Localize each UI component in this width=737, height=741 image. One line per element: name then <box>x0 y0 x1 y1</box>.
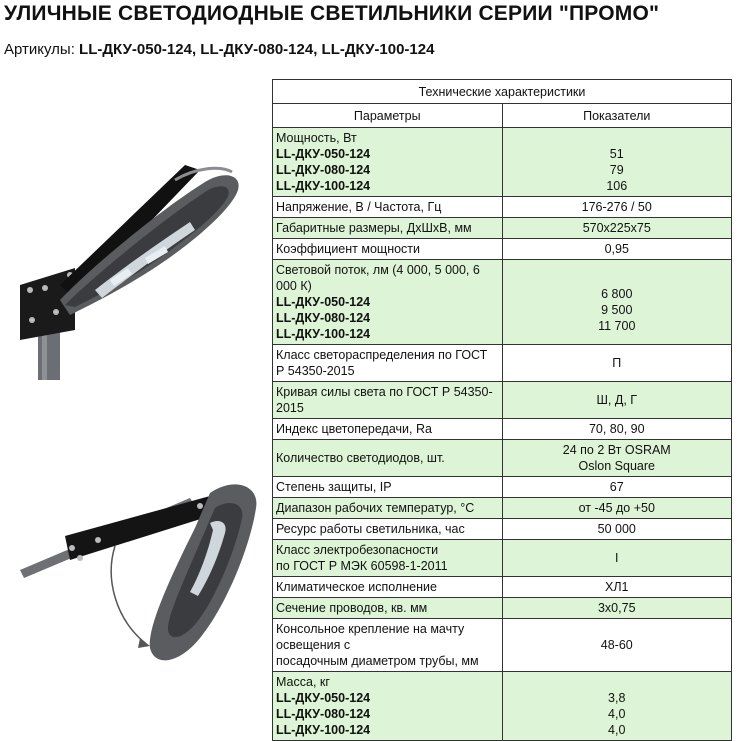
model-code: LL-ДКУ-080-124 <box>276 311 371 325</box>
model-value: 106 <box>606 179 628 193</box>
model-code: LL-ДКУ-100-124 <box>276 179 371 193</box>
param-cell: Степень защиты, IP <box>273 477 503 498</box>
model-value: 4,0 <box>608 707 626 721</box>
model-value: 11 700 <box>598 319 636 333</box>
table-row <box>273 672 732 741</box>
value-cell: 570х225х75 <box>502 218 732 239</box>
table-row <box>273 260 732 345</box>
table-row <box>273 577 732 598</box>
model-code: LL-ДКУ-100-124 <box>276 327 371 341</box>
param-cell <box>273 260 503 345</box>
model-value: 3,8 <box>608 691 626 705</box>
model-code: LL-ДКУ-050-124 <box>276 147 371 161</box>
value-cell <box>502 128 732 197</box>
model-code: LL-ДКУ-080-124 <box>276 707 371 721</box>
model-value: 9 500 <box>601 303 633 317</box>
table-row <box>273 598 732 619</box>
model-value: 6 800 <box>601 287 633 301</box>
value-cell: 176-276 / 50 <box>502 197 732 218</box>
param-cell: Напряжение, В / Частота, Гц <box>273 197 503 218</box>
param-cell: Коэффициент мощности <box>273 239 503 260</box>
value-cell: 48-60 <box>502 619 732 672</box>
table-row <box>273 440 732 477</box>
param-cell <box>273 128 503 197</box>
value-cell: 3х0,75 <box>502 598 732 619</box>
product-photo-side <box>0 150 270 380</box>
specs-table <box>272 79 732 741</box>
table-row <box>273 345 732 382</box>
page-title: УЛИЧНЫЕ СВЕТОДИОДНЫЕ СВЕТИЛЬНИКИ СЕРИИ "ПРОМО" <box>4 2 660 25</box>
value-cell: 0,95 <box>502 239 732 260</box>
param-line: по ГОСТ Р МЭК 60598-1-2011 <box>276 559 448 573</box>
value-cell <box>502 440 732 477</box>
param-name: Световой поток, лм (4 000, 5 000, 6 000 К) <box>276 263 480 293</box>
column-header-param: Параметры <box>273 104 503 128</box>
table-row <box>273 419 732 440</box>
table-row <box>273 239 732 260</box>
param-line: Консольное крепление на мачту освещения с <box>276 622 465 652</box>
param-line: посадочным диаметром трубы, мм <box>276 654 479 668</box>
model-value: 4,0 <box>608 723 626 737</box>
articles-line <box>4 41 434 58</box>
column-header-value: Показатели <box>502 104 732 128</box>
table-row <box>273 619 732 672</box>
param-cell: Класс светораспределения по ГОСТ Р 54350-2015 <box>273 345 503 382</box>
param-cell: Индекс цветопередачи, Ra <box>273 419 503 440</box>
model-code: LL-ДКУ-050-124 <box>276 691 371 705</box>
value-cell: Ш, Д, Г <box>502 382 732 419</box>
model-code: LL-ДКУ-080-124 <box>276 163 371 177</box>
param-cell <box>273 540 503 577</box>
value-cell: ХЛ1 <box>502 577 732 598</box>
articles-label: Артикулы: <box>4 41 75 58</box>
table-row <box>273 128 732 197</box>
model-code: LL-ДКУ-050-124 <box>276 295 371 309</box>
table-row <box>273 498 732 519</box>
value-cell: 70, 80, 90 <box>502 419 732 440</box>
model-code: LL-ДКУ-100-124 <box>276 723 371 737</box>
param-name: Масса, кг <box>276 675 330 689</box>
param-cell: Кривая силы света по ГОСТ Р 54350-2015 <box>273 382 503 419</box>
table-caption: Технические характеристики <box>273 80 732 104</box>
model-value: 79 <box>609 163 624 177</box>
param-cell <box>273 619 503 672</box>
param-cell: Количество светодиодов, шт. <box>273 440 503 477</box>
table-row <box>273 218 732 239</box>
model-value: 51 <box>609 147 624 161</box>
param-cell: Климатическое исполнение <box>273 577 503 598</box>
value-cell: П <box>502 345 732 382</box>
param-name: Мощность, Вт <box>276 131 357 145</box>
table-row <box>273 382 732 419</box>
value-cell <box>502 260 732 345</box>
value-line: Oslon Square <box>578 459 655 473</box>
value-cell: 67 <box>502 477 732 498</box>
table-row <box>273 519 732 540</box>
param-cell: Диапазон рабочих температур, °С <box>273 498 503 519</box>
articles-codes: LL-ДКУ-050-124, LL-ДКУ-080-124, LL-ДКУ-100-124 <box>79 41 435 58</box>
table-row <box>273 197 732 218</box>
param-cell: Сечение проводов, кв. мм <box>273 598 503 619</box>
param-cell: Ресурс работы светильника, час <box>273 519 503 540</box>
param-cell <box>273 672 503 741</box>
param-line: Класс электробезопасности <box>276 543 439 557</box>
product-photo-tilt <box>10 468 272 678</box>
value-cell: I <box>502 540 732 577</box>
value-cell <box>502 672 732 741</box>
value-cell: от -45 до +50 <box>502 498 732 519</box>
table-row <box>273 540 732 577</box>
param-cell: Габаритные размеры, ДхШхВ, мм <box>273 218 503 239</box>
table-row <box>273 477 732 498</box>
value-line: 24 по 2 Вт OSRAM <box>562 443 671 457</box>
value-cell: 50 000 <box>502 519 732 540</box>
